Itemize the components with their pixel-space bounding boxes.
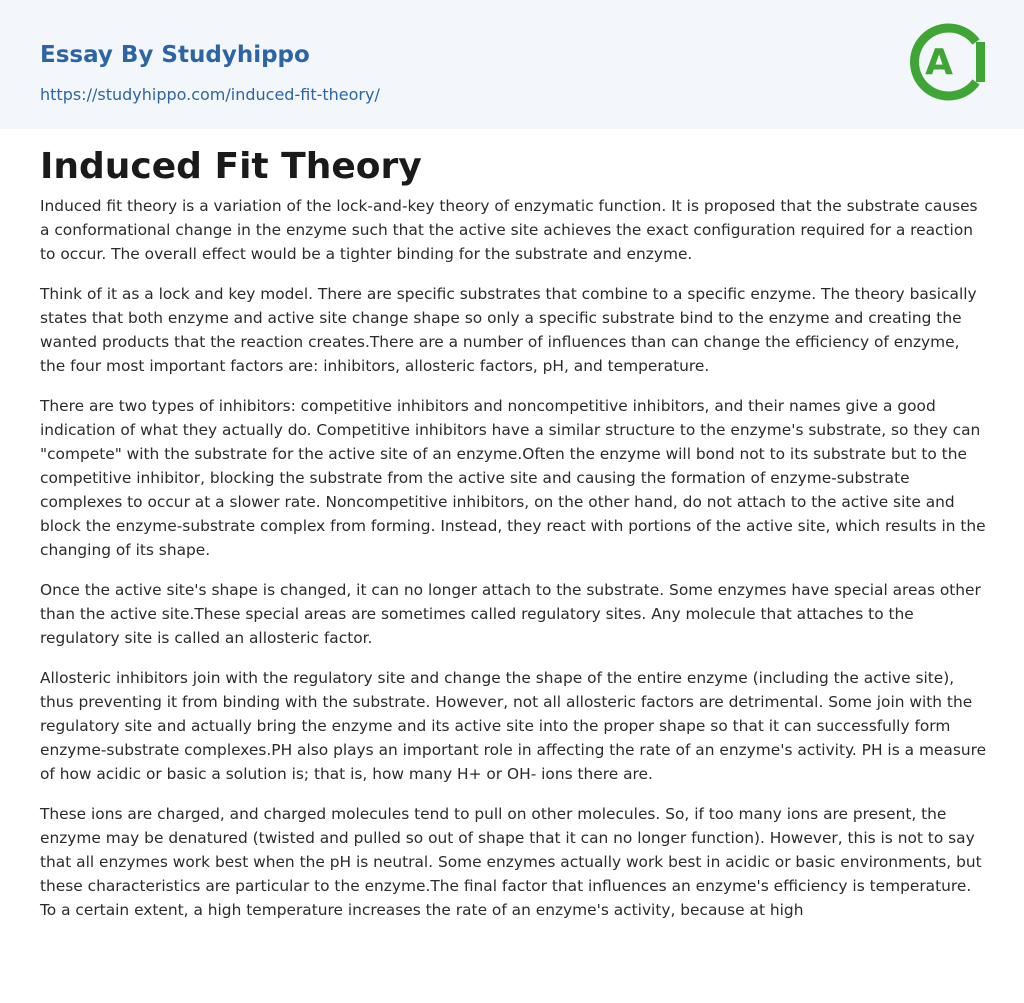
paragraph-1: Induced fit theory is a variation of the lock-and-key theory of enzymatic function. It is proposed that the substrate causes a conformational change in the enzyme such that the active site achieves the exact configuration required for a reaction to occur. The overall effect would be a tighter binding for the substrate and enzyme. [40,197,978,263]
page-header [0,0,1024,129]
article-body [40,194,988,938]
studyhippo-logo-icon[interactable] [910,18,988,106]
article-title: Induced Fit Theory [40,146,422,187]
paragraph-2: Think of it as a lock and key model. There are specific substrates that combine to a specific enzyme. The theory basically states that both enzyme and active site change shape so only a specific substrate bind to the enzyme and creating the wanted products that the reaction creates.There are a number of influences than can change the efficiency of enzyme, the four most important factors are: inhibitors, allosteric factors, pH, and temperature. [40,285,977,375]
paragraph-5: Allosteric inhibitors join with the regulatory site and change the shape of the entire enzyme (including the active site), thus preventing it from binding with the substrate. However, not all allosteric factors are detrimental. Some join with the regulatory site and actually bring the enzyme and its active site into the proper shape so that it can successfully form enzyme-substrate complexes.PH also plays an important role in affecting the rate of an enzyme's activity. PH is a measure of how acidic or basic a solution is; that is, how many H+ or OH- ions there are. [40,669,987,783]
paragraph-6: These ions are charged, and charged molecules tend to pull on other molecules. So, if too many ions are present, the enzyme may be denatured (twisted and pulled so out of shape that it can no longer function). However, this is not to say that all enzymes work best when the pH is neutral. Some enzymes actually work best in acidic or basic environments, but these characteristics are particular to the enzyme.The final factor that influences an enzyme's efficiency is temperature. To a certain extent, a high temperature increases the rate of an enzyme's activity, because at high [40,805,982,919]
essay-url-link[interactable]: https://studyhippo.com/induced-fit-theory/ [40,85,380,104]
paragraph-3: There are two types of inhibitors: competitive inhibitors and noncompetitive inhibitors, and their names give a good indication of what they actually do. Competitive inhibitors have a similar structure to the enzyme's substrate, so they can "compete" with the substrate for the active site of an enzyme.Often the enzyme will bond not to its substrate but to the competitive inhibitor, blocking the substrate from the active site and causing the formation of enzyme-substrate complexes to occur at a slower rate. Noncompetitive inhibitors, on the other hand, do not attach to the active site and block the enzyme-substrate complex from forming. Instead, they react with portions of the active site, which results in the changing of its shape. [40,397,986,559]
paragraph-4: Once the active site's shape is changed, it can no longer attach to the substrate. Some enzymes have special areas other than the active site.These special areas are sometimes called regulatory sites. Any molecule that attaches to the regulatory site is called an allosteric factor. [40,581,981,647]
site-brand[interactable]: Essay By Studyhippo [40,42,310,68]
logo-letter: A [925,42,953,83]
